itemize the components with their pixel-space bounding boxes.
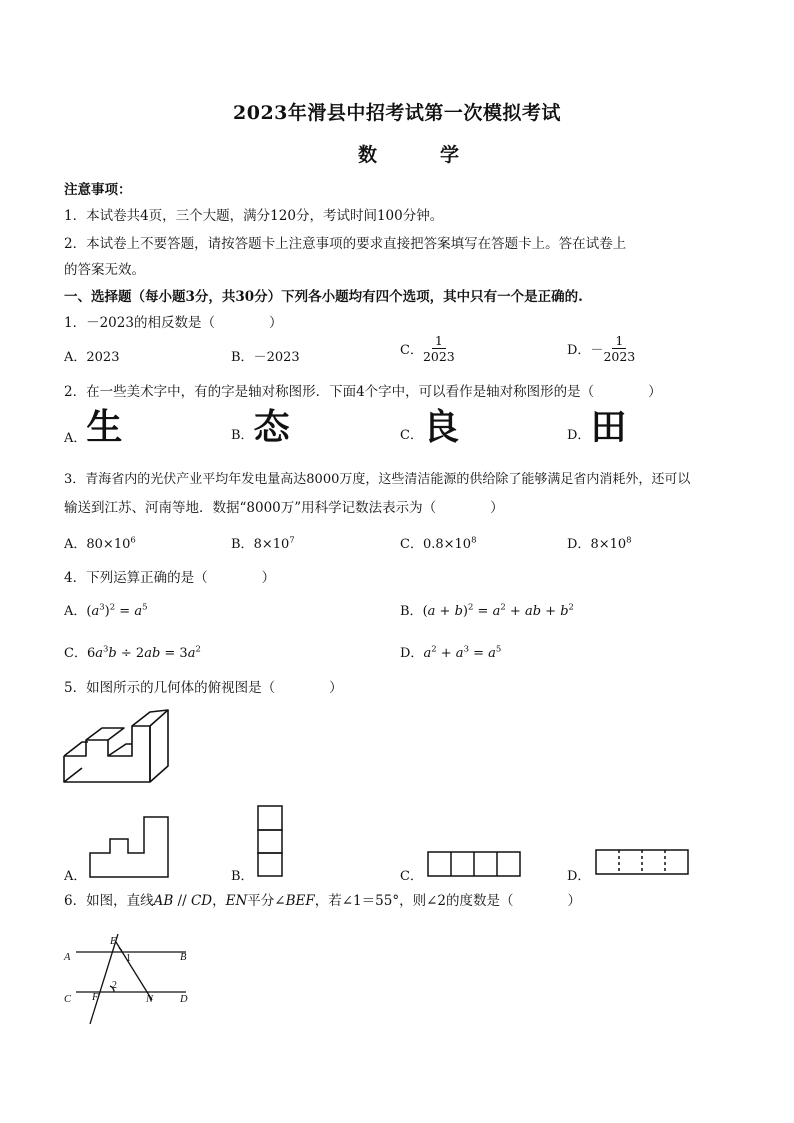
q6-label-e: E (110, 936, 117, 947)
q1-c-numerator: 1 (432, 333, 446, 349)
q5-option-b-label: B． (231, 869, 254, 884)
q1-c-label: C． (400, 343, 423, 358)
q6-line-cd: CD (190, 893, 213, 909)
notice-line-1: 1．本试卷共4页，三个大题，满分120分，考试时间100分钟。 (64, 208, 444, 224)
q2-stem: 2．在一些美术字中，有的字是轴对称图形．下面4个字中，可以看作是轴对称图形的是（ ） (64, 384, 662, 400)
q5-option-d-label: D． (567, 869, 591, 884)
q1-option-a (64, 346, 119, 365)
subject-title: 数 学 (358, 144, 482, 166)
q1-a-label: A． (64, 350, 87, 365)
q6-angle-bef: BEF (285, 893, 315, 909)
q1-option-c (400, 333, 455, 364)
q6-label-c: C (64, 994, 72, 1005)
q4-d-label: D． (400, 646, 424, 661)
q5-option-a-label: A． (64, 869, 87, 884)
q4-option-c (64, 642, 201, 661)
q5-solid-figure (62, 704, 174, 788)
q4-c-label: C． (64, 646, 87, 661)
q1-d-sign: － (590, 343, 604, 358)
q3-option-b (231, 533, 295, 552)
q2-a-glyph: 生 (86, 407, 123, 448)
q1-b-text: －2023 (253, 350, 300, 365)
q6-angle-2: 2 (112, 980, 117, 991)
q4-option-a (64, 600, 148, 619)
q3-b-exponent: 7 (289, 535, 295, 546)
q1-a-text: 2023 (86, 350, 120, 365)
q3-b-label: B． (231, 537, 254, 552)
q3-stem-line-1: 3．青海省内的光伏产业平均年发电量高达8000万度，这些清洁能源的供给除了能够满足省内消耗外，还可以 (64, 472, 691, 487)
q3-option-d (567, 533, 632, 552)
q6-label-f: F (92, 992, 99, 1003)
q3-option-a (64, 533, 136, 552)
q6-parallel: // (173, 893, 191, 909)
q2-option-d (567, 407, 627, 448)
q4-stem: 4．下列运算正确的是（ ） (64, 570, 276, 586)
q3-a-base: 80×10 (86, 537, 131, 552)
q6-stem (64, 889, 581, 909)
q6-label-b: B (180, 952, 187, 963)
q2-b-glyph: 态 (253, 407, 290, 448)
q2-option-a (64, 407, 123, 448)
q6-label-n: N (146, 994, 154, 1005)
q4-d-formula: $a^2 + a^3 = a^5$ (423, 644, 502, 661)
q3-c-base: 0.8×10 (422, 537, 472, 552)
q6-stem-mid3: ，若∠1＝55°，则∠2的度数是（ ） (314, 893, 581, 909)
q5-option-d-figure (594, 848, 690, 876)
q2-a-label: A． (64, 431, 87, 446)
q6-line-ab: AB (153, 893, 174, 909)
q3-option-c (400, 533, 476, 552)
q4-a-label: A． (64, 604, 87, 619)
q4-a-formula: $(a^3)^2 = a^5$ (86, 602, 148, 619)
q2-d-label: D． (567, 428, 591, 443)
q4-option-d (400, 642, 501, 661)
notice-line-2b: 的答案无效。 (64, 262, 145, 278)
section-1-heading: 一、选择题（每小题3分，共30分）下列各小题均有四个选项，其中只有一个是正确的. (64, 289, 583, 305)
q6-label-d: D (180, 994, 188, 1005)
q6-label-a: A (64, 952, 71, 963)
q1-c-denominator: 2023 (422, 349, 455, 364)
q5-option-b-figure (256, 804, 286, 878)
exam-title: 2023年滑县中招考试第一次模拟考试 (233, 102, 561, 124)
q3-d-exponent: 8 (626, 535, 632, 546)
notice-line-2a: 2．本试卷上不要答题，请按答题卡上注意事项的要求直接把答案填写在答题卡上。答在试卷上 (64, 236, 627, 252)
q2-option-b (231, 407, 290, 448)
q3-d-base: 8×10 (590, 537, 627, 552)
q3-stem-line-2: 输送到江苏、河南等地．数据“8000万”用科学记数法表示为（ ） (64, 500, 504, 516)
q4-c-formula: $6a^3b \div 2ab = 3a^2$ (86, 644, 201, 661)
q3-a-exponent: 6 (130, 535, 136, 546)
q4-b-formula: $(a + b)^2 = a^2$ + ab + $b^2$ (422, 602, 574, 619)
q1-d-label: D． (567, 343, 591, 358)
q4-option-b (400, 600, 574, 619)
q1-d-denominator: 2023 (603, 349, 636, 364)
q2-d-glyph: 田 (590, 407, 627, 448)
q3-a-label: A． (64, 537, 87, 552)
q1-option-d (567, 333, 635, 364)
q5-option-c-label: C． (400, 869, 423, 884)
notice-heading: 注意事项： (64, 182, 132, 198)
q3-c-exponent: 8 (471, 535, 477, 546)
q1-d-numerator: 1 (612, 333, 626, 349)
q2-c-glyph: 良 (422, 407, 459, 448)
q2-b-label: B． (231, 428, 254, 443)
q1-stem: 1．－2023的相反数是（ ） (64, 315, 283, 331)
q1-d-fraction (603, 333, 635, 364)
q6-stem-mid1: ， (212, 893, 226, 909)
q5-stem: 5．如图所示的几何体的俯视图是（ ） (64, 680, 343, 696)
q5-option-a-figure (88, 815, 172, 879)
q1-c-fraction (423, 333, 455, 364)
q6-line-en: EN (225, 893, 248, 909)
q2-c-label: C． (400, 428, 423, 443)
q4-b-label: B． (400, 604, 423, 619)
q2-option-c (400, 407, 459, 448)
q6-stem-mid2: 平分∠ (247, 893, 286, 909)
q6-angle-1: 1 (126, 953, 131, 964)
q3-b-base: 8×10 (253, 537, 290, 552)
q3-c-label: C． (400, 537, 423, 552)
q3-d-label: D． (567, 537, 591, 552)
q1-option-b (231, 346, 300, 365)
q1-b-label: B． (231, 350, 254, 365)
q5-option-c-figure (426, 850, 522, 878)
q6-stem-pre: 6．如图，直线 (64, 893, 154, 909)
q6-geometry-figure (60, 928, 200, 1028)
